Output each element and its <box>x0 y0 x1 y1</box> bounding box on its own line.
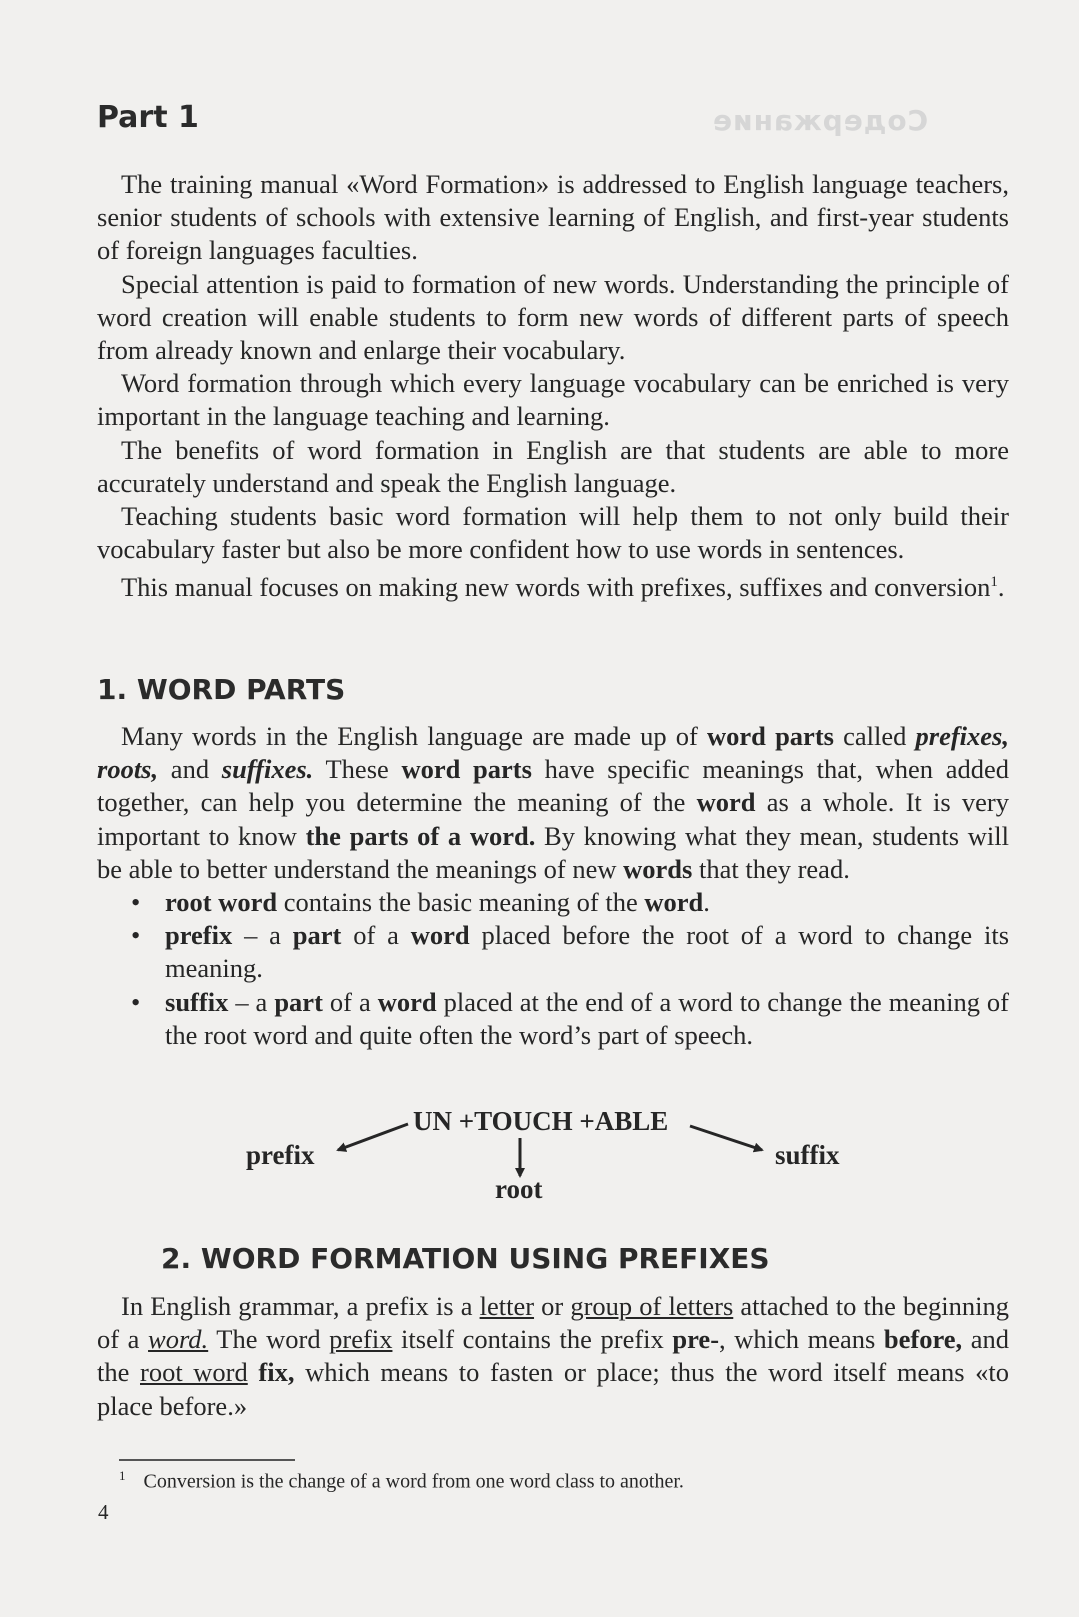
text-run: of a <box>341 920 411 951</box>
word-parts-text <box>97 720 1009 1052</box>
text-run: The word <box>208 1324 330 1355</box>
underlined-term: prefix <box>329 1324 393 1355</box>
list-item-prefix <box>97 919 1009 985</box>
bold-term: prefix <box>165 920 233 951</box>
text-run: In English grammar, a prefix is a <box>121 1291 480 1321</box>
text-run: These <box>313 754 402 785</box>
text-run <box>248 1357 259 1387</box>
part-title: Part 1 <box>97 100 199 135</box>
intro-paragraph-end: . <box>997 572 1005 603</box>
text-run: – a <box>232 920 293 951</box>
bold-italic-term: suffixes. <box>221 754 314 785</box>
underlined-term: root word <box>140 1357 248 1388</box>
bold-italic-term: prefixes, roots, <box>97 721 1009 785</box>
text-run: called <box>833 721 916 751</box>
text-run: – a <box>228 986 275 1017</box>
bold-term: before, <box>883 1324 963 1355</box>
text-run: contains the basic meaning of the <box>277 887 645 918</box>
text-run: which means to fasten or place; thus the word itself means «to place before.» <box>97 1357 1010 1421</box>
text-run: itself contains the prefix <box>392 1324 673 1355</box>
bold-term: word parts <box>707 721 834 751</box>
intro-paragraph: Special attention is paid to formation of new words. Understanding the principle of word creation will enable students to form new words of different parts of speech from already known and enlarge their vocabulary. <box>97 268 1009 366</box>
list-item-suffix <box>97 986 1009 1052</box>
intro-paragraph: Word formation through which every language vocabulary can be enriched is very important in the language teaching and learning. <box>97 368 1009 432</box>
intro-text <box>97 168 1009 604</box>
text-run: and <box>158 754 222 785</box>
text-run: placed before the root of a word to change its meaning. <box>165 920 1010 984</box>
bold-term: suffix <box>165 986 229 1017</box>
text-run: that they read. <box>692 853 850 884</box>
example-word: UN +TOUCH +ABLE <box>413 1106 669 1136</box>
underlined-term: letter <box>479 1291 535 1321</box>
page-number: 4 <box>98 1500 109 1524</box>
footnote-text: Conversion is the change of a word from one word class to another. <box>143 1470 684 1493</box>
bold-term: root word <box>165 887 278 918</box>
text-run: , which means <box>719 1324 884 1355</box>
underlined-term: group of letters <box>570 1291 734 1321</box>
bullet-icon: • <box>131 986 141 1017</box>
section-heading-word-parts: 1. WORD PARTS <box>97 673 346 706</box>
prefix-label: prefix <box>246 1140 315 1170</box>
text-run: of a <box>322 986 378 1017</box>
text-run: . <box>703 887 710 918</box>
text-run: placed at the end of a word to change the meaning of the root word and quite often the word’s part of speech. <box>165 986 1010 1050</box>
arrow-to-prefix-icon <box>338 1124 408 1150</box>
bullet-icon: • <box>131 887 141 918</box>
text-run: as a whole. It is very important to know <box>97 787 1009 851</box>
text-run: or <box>534 1291 571 1321</box>
bold-term: words <box>623 853 693 884</box>
text-run: and the <box>97 1324 1010 1388</box>
bold-term: word <box>696 787 756 818</box>
bold-term: word <box>410 920 470 951</box>
word-structure-diagram <box>230 1100 890 1220</box>
arrow-to-suffix-icon <box>690 1126 762 1150</box>
intro-paragraph: The benefits of word formation in English are that students are able to more accurately understand and speak the English language. <box>97 434 1009 498</box>
footnote-reference[interactable]: 1 <box>990 574 998 591</box>
bold-term: word <box>644 887 704 918</box>
bold-term: word parts <box>401 754 532 785</box>
bullet-icon: • <box>131 920 141 951</box>
bold-term: part <box>292 920 342 951</box>
bold-term: the parts of a word. <box>305 820 536 851</box>
intro-paragraph: The training manual «Word Formation» is addressed to English language teachers, senior students of schools with extensive learning of English, and first-year students of foreign languages faculties. <box>97 169 1009 266</box>
definition-list <box>97 886 1009 1052</box>
underlined-italic-term: word. <box>148 1324 209 1355</box>
root-label: root <box>495 1174 543 1204</box>
bold-term: fix, <box>258 1357 295 1388</box>
word-parts-paragraph <box>97 720 1009 886</box>
list-item-root-word <box>97 886 1009 919</box>
text-run: Many words in the English language are made up of <box>121 721 708 751</box>
prefixes-paragraph <box>97 1290 1009 1423</box>
text-run: By knowing what they mean, students will be able to better understand the meanings of new <box>97 820 1009 884</box>
bold-term: pre- <box>672 1324 720 1355</box>
footnote-mark: 1 <box>119 1468 126 1483</box>
intro-paragraph: Teaching students basic word formation will help them to not only build their vocabulary faster but also be more confident how to use words in sentences. <box>97 501 1009 565</box>
intro-paragraph <box>97 566 1009 604</box>
bold-term: part <box>274 986 323 1017</box>
section-heading-prefixes: 2. WORD FORMATION USING PREFIXES <box>161 1242 770 1275</box>
footnote <box>119 1468 684 1494</box>
text-run: have specific meanings that, when added together, can help you determine the meaning of the <box>97 754 1009 818</box>
footnote-divider <box>119 1459 295 1461</box>
intro-paragraph-text: This manual focuses on making new words with prefixes, suffixes and conversion <box>121 572 991 603</box>
bold-term: word <box>377 986 437 1017</box>
prefixes-text <box>97 1290 1009 1423</box>
suffix-label: suffix <box>775 1140 840 1170</box>
text-run: attached to the beginning of a <box>97 1291 1010 1355</box>
bleed-through-title: Содержание <box>712 104 929 137</box>
